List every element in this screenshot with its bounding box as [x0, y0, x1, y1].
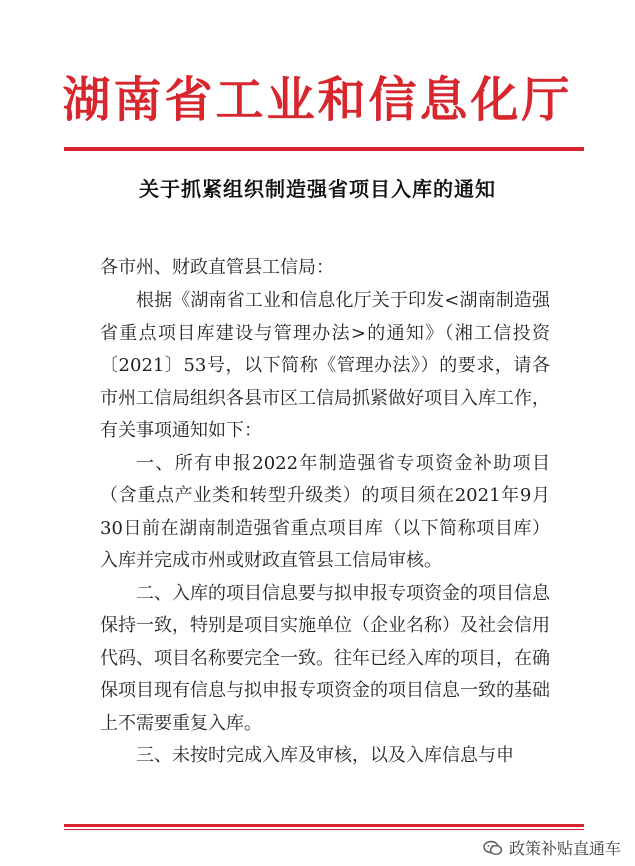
footer-red-divider-thin [64, 829, 584, 830]
header-red-divider [64, 147, 584, 151]
watermark-text: 政策补贴直通车 [508, 839, 621, 858]
footer-red-divider [64, 824, 584, 827]
document-body [100, 285, 550, 773]
body-paragraph-item-3: 三、未按时完成入库及审核，以及入库信息与申 [136, 745, 514, 766]
body-paragraph-item-2: 二、入库的项目信息要与拟申报专项资金的项目信息保持一致，特别是项目实施单位（企业名称）及社会信用代码、项目名称要完全一致。往年已经入库的项目，在确保项目现有信息与拟申报专项资金的项目信息一致的基础上不需要重复入库。 [100, 582, 550, 734]
document-title: 关于抓紧组织制造强省项目入库的通知 [139, 177, 496, 201]
issuing-authority-title: 湖南省工业和信息化厅 [62, 72, 573, 128]
wechat-icon [483, 840, 503, 856]
body-paragraph-item-1: 一、所有申报2022年制造强省专项资金补助项目（含重点产业类和转型升级类）的项目须在2021年9月30日前在湖南制造强省重点项目库（以下简称项目库）入库并完成市州或财政直管县工信局审核。 [100, 452, 550, 571]
source-watermark [483, 836, 621, 859]
body-paragraph-intro: 根据《湖南省工业和信息化厅关于印发<湖南制造强省重点项目库建设与管理办法>的通知》（湘工信投资〔2021〕53号，以下简称《管理办法》）的要求，请各市州工信局组织各县市区工信局抓紧做好项目入库工作，有关事项通知如下： [100, 290, 550, 441]
document-addressee: 各市州、财政直管县工信局： [100, 257, 334, 278]
